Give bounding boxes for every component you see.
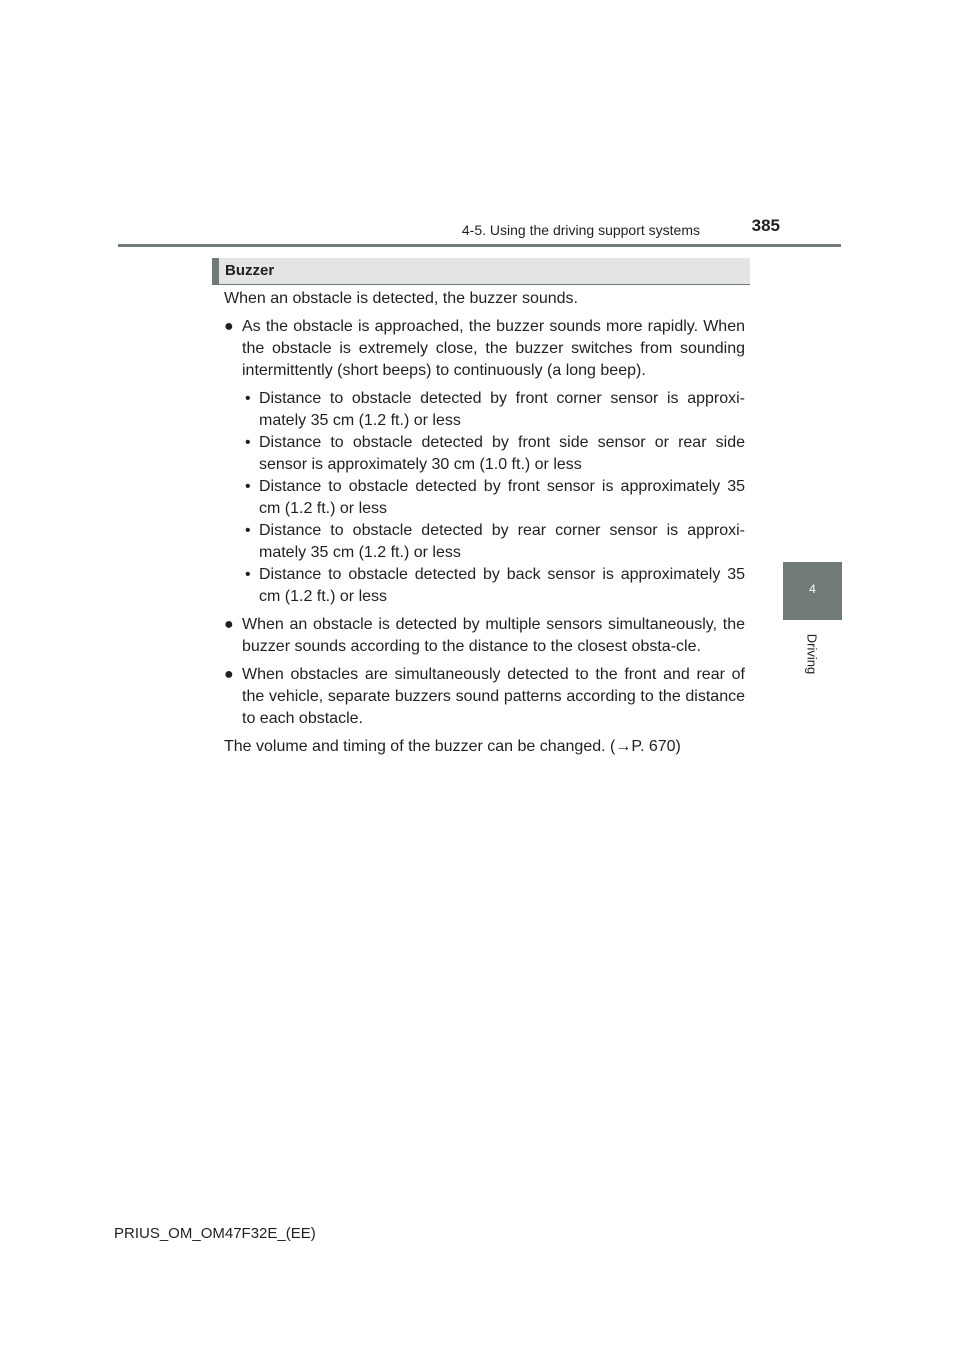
- bullet-dot-icon: ●: [224, 616, 234, 633]
- chapter-label: Driving: [804, 633, 820, 675]
- header-divider: [118, 244, 841, 247]
- sub-bullet-icon: •: [245, 434, 251, 451]
- running-header-title: 4-5. Using the driving support systems: [461, 222, 700, 238]
- bullet-item: [224, 614, 745, 658]
- intro-paragraph: When an obstacle is detected, the buzzer sounds.: [224, 290, 578, 307]
- bullet-text: When an obstacle is detected by multiple sensors simultaneously, the buzzer sounds according to the distance to the closest obsta-cle.: [242, 616, 745, 655]
- sub-bullet-icon: •: [245, 566, 251, 583]
- bullet-text: When obstacles are simultaneously detected to the front and rear of the vehicle, separate buzzers sound patterns according to the distance to each obstacle.: [242, 666, 745, 727]
- sub-item-text: Distance to obstacle detected by front side sensor or rear side sensor is approximately 30 cm (1.0 ft.) or less: [259, 434, 745, 473]
- sub-item-text: Distance to obstacle detected by front sensor is approximately 35 cm (1.2 ft.) or less: [259, 478, 745, 517]
- sub-item-text: Distance to obstacle detected by back sensor is approximately 35 cm (1.2 ft.) or less: [259, 566, 745, 605]
- bullet-item: [224, 316, 745, 382]
- sub-list-item: [224, 388, 745, 432]
- sub-list-item: [224, 564, 745, 608]
- section-body: [224, 288, 745, 764]
- section-heading-bar: [212, 258, 219, 284]
- sub-list-item: [224, 520, 745, 564]
- chapter-number: 4: [809, 582, 816, 596]
- footer-document-code: PRIUS_OM_OM47F32E_(EE): [114, 1225, 316, 1242]
- sub-bullet-icon: •: [245, 522, 251, 539]
- bullet-item: [224, 664, 745, 730]
- bullet-dot-icon: ●: [224, 318, 234, 335]
- sub-list-item: [224, 476, 745, 520]
- sub-list-item: [224, 432, 745, 476]
- section-heading-label: Buzzer: [225, 262, 275, 279]
- bullet-dot-icon: ●: [224, 666, 234, 683]
- bullet-text: As the obstacle is approached, the buzzer sounds more rapidly. When the obstacle is extremely close, the buzzer switches from sounding intermittently (short beeps) to continuously (a long beep).: [242, 318, 745, 379]
- sub-item-text: Distance to obstacle detected by front corner sensor is approxi-mately 35 cm (1.2 ft.) or less: [259, 390, 745, 429]
- section-heading: [212, 258, 750, 285]
- sub-bullet-icon: •: [245, 478, 251, 495]
- sub-item-text: Distance to obstacle detected by rear corner sensor is approxi-mately 35 cm (1.2 ft.) or less: [259, 522, 745, 561]
- closing-paragraph: The volume and timing of the buzzer can be changed. (→P. 670): [224, 738, 681, 755]
- chapter-tab: [783, 562, 842, 620]
- page-number: 385: [751, 216, 780, 235]
- sub-bullet-icon: •: [245, 390, 251, 407]
